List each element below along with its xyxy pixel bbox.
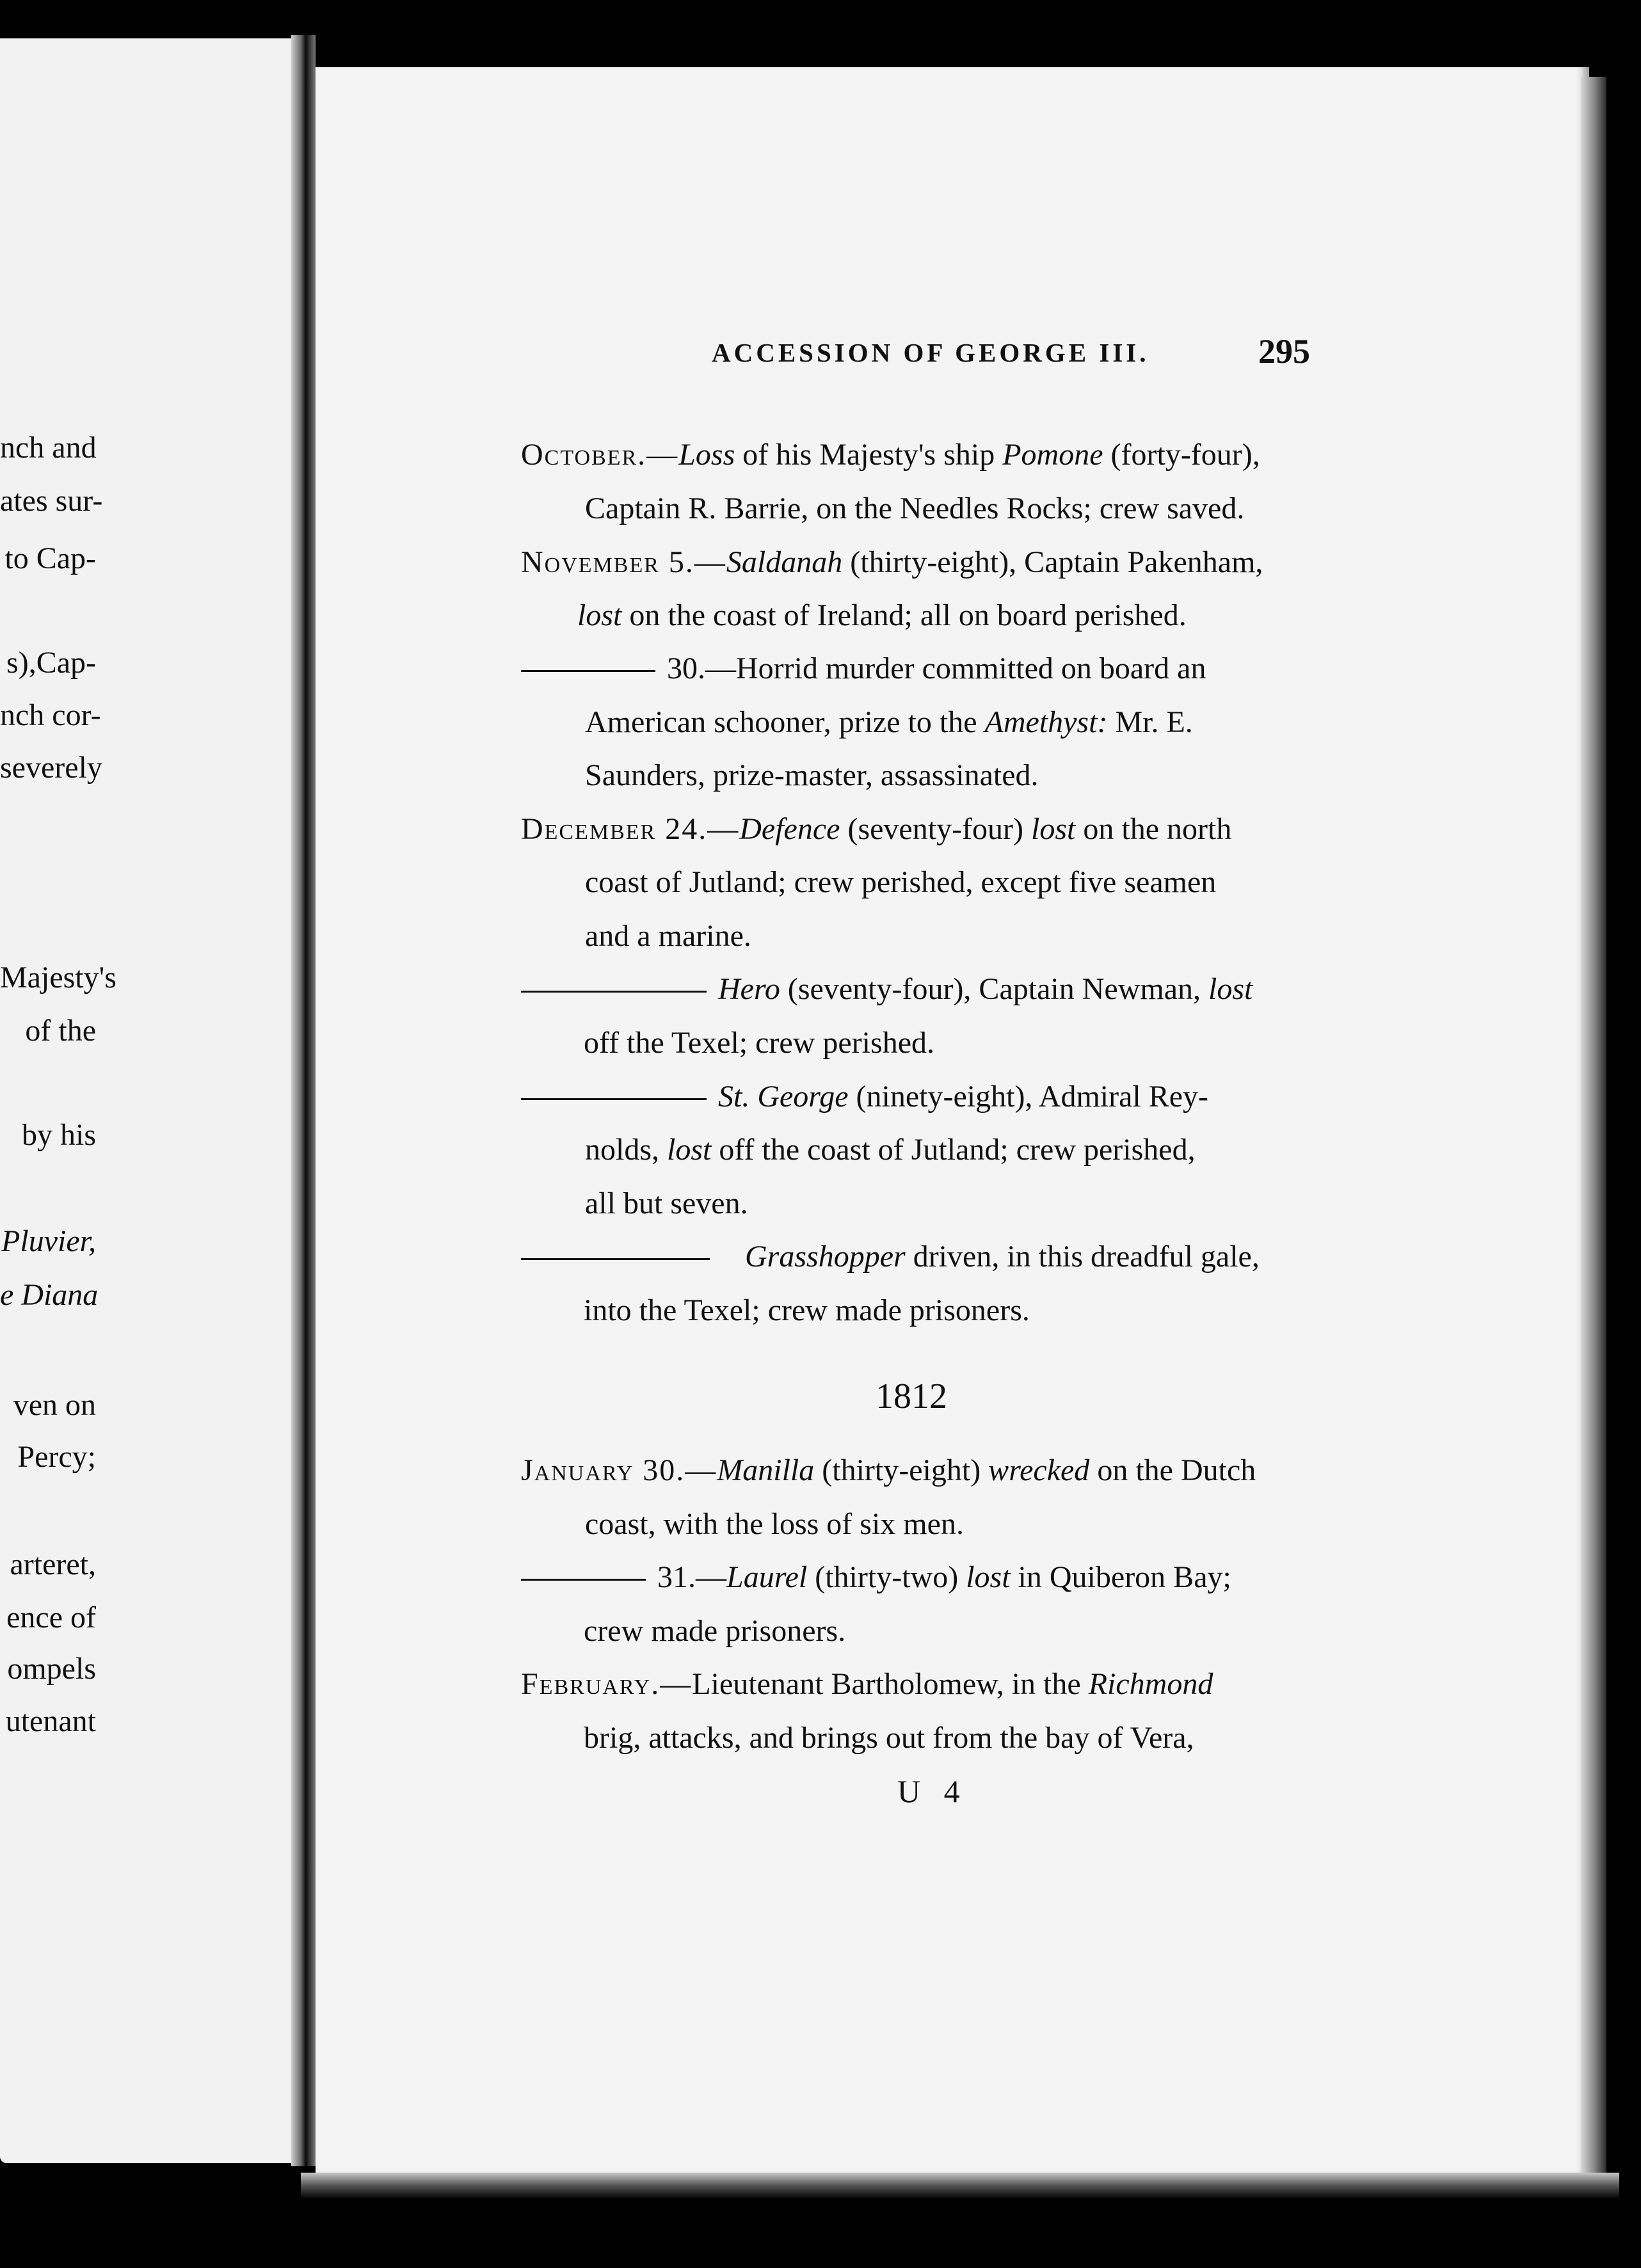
left-page-fragment: e Diana (0, 1278, 99, 1312)
ship-name: St. George (718, 1080, 849, 1114)
left-page-fragment: ence of (6, 1601, 96, 1634)
text: on the north (1075, 812, 1232, 846)
year-heading: 1812 (876, 1377, 947, 1416)
text: of his Majesty's ship (735, 438, 1003, 472)
text: on the Dutch (1089, 1453, 1256, 1487)
text: in Quiberon Bay; (1010, 1560, 1231, 1594)
entry-dec24-line-3: and a marine. (585, 919, 751, 953)
entry-jan30-line-2: coast, with the loss of six men. (585, 1507, 964, 1541)
entry-jan31-line-1 (521, 1560, 1231, 1595)
text: nolds, (585, 1133, 668, 1167)
left-page-fragment: nch and (0, 431, 97, 465)
page-edge (1581, 77, 1606, 2189)
left-page-fragment: Pluvier, (1, 1224, 96, 1258)
text: Mr. E. (1107, 705, 1193, 739)
signature-mark: U 4 (897, 1773, 968, 1809)
text: 31.— (657, 1560, 726, 1594)
ditto-rule (521, 1258, 710, 1260)
entry-stgeorge-line-3: all but seven. (585, 1186, 748, 1220)
ship-name: Amethyst: (984, 705, 1108, 739)
page-number: 295 (1258, 332, 1310, 371)
ship-name: Hero (718, 972, 780, 1006)
entry-date: November 5.— (521, 545, 726, 579)
text: (thirty-eight) (814, 1453, 989, 1487)
italic-text: lost (577, 598, 622, 632)
italic-text: Loss (678, 438, 735, 472)
left-page-fragment: severely (0, 751, 102, 785)
entry-feb-line-1 (521, 1666, 1213, 1702)
left-page-sliver (0, 38, 291, 2163)
text: American schooner, prize to the (585, 705, 985, 739)
entry-hero-line-1 (521, 971, 1253, 1007)
ship-name: Laurel (726, 1560, 808, 1594)
entry-grasshopper-line-2: into the Texel; crew made prisoners. (584, 1293, 1030, 1327)
ditto-rule (521, 991, 707, 993)
text: (seventy-four) (840, 812, 1031, 846)
entry-october-line-1 (521, 437, 1260, 472)
entry-stgeorge-line-1 (521, 1079, 1208, 1114)
left-page-fragment: of the (25, 1014, 96, 1048)
entry-jan30-line-1 (521, 1453, 1256, 1488)
entry-date: December 24.— (521, 812, 740, 846)
entry-nov5-line-2 (577, 598, 1187, 633)
entry-feb-line-2: brig, attacks, and brings out from the bay of Vera, (584, 1721, 1194, 1755)
left-page-fragment: utenant (5, 1704, 96, 1738)
text: 30.—Horrid murder committed on board an (667, 651, 1206, 685)
entry-nov30-line-2 (585, 705, 1193, 740)
entry-date: February.— (521, 1667, 692, 1701)
italic-text: wrecked (988, 1453, 1090, 1487)
italic-text: lost (667, 1133, 712, 1167)
ditto-rule (521, 1579, 646, 1581)
left-page-fragment: nch cor- (0, 698, 101, 732)
left-page-fragment: s),Cap- (6, 646, 96, 680)
left-page-fragment: ven on (13, 1388, 96, 1422)
italic-text: lost (1031, 812, 1076, 846)
text: driven, in this dreadful gale, (905, 1240, 1260, 1274)
entry-date: January 30.— (521, 1453, 717, 1487)
running-header: ACCESSION OF GEORGE III. (712, 338, 1149, 367)
entry-stgeorge-line-2 (585, 1132, 1196, 1167)
entry-date: October.— (521, 438, 679, 472)
left-page-fragment: Percy; (17, 1440, 96, 1474)
text: (thirty-eight), Captain Pakenham, (842, 545, 1263, 579)
ship-name: Richmond (1088, 1667, 1213, 1701)
entry-october-line-2: Captain R. Barrie, on the Needles Rocks; crew saved. (585, 491, 1245, 525)
text: (seventy-four), Captain Newman, (780, 972, 1208, 1006)
entry-nov30-line-3: Saunders, prize-master, assassinated. (585, 758, 1039, 792)
ship-name: Grasshopper (745, 1240, 906, 1274)
ditto-rule (521, 670, 655, 672)
ship-name: Manilla (717, 1453, 815, 1487)
entry-dec24-line-1 (521, 811, 1231, 847)
entry-jan31-line-2: crew made prisoners. (584, 1614, 846, 1648)
text: Lieutenant Bartholomew, in the (692, 1667, 1089, 1701)
left-page-fragment: ates sur- (0, 484, 103, 518)
page-bottom-edge (301, 2173, 1619, 2198)
text: on the coast of Ireland; all on board perished. (621, 598, 1187, 632)
entry-nov5-line-1 (521, 545, 1263, 580)
entry-dec24-line-2: coast of Jutland; crew perished, except five seamen (585, 865, 1217, 899)
text: (forty-four), (1103, 438, 1260, 472)
right-page (316, 67, 1589, 2179)
entry-nov30-line-1 (521, 651, 1206, 686)
entry-hero-line-2: off the Texel; crew perished. (584, 1026, 934, 1060)
left-page-fragment: Majesty's (0, 961, 116, 994)
entry-grasshopper-line-1 (521, 1239, 1260, 1274)
ship-name: Pomone (1002, 438, 1103, 472)
ship-name: Saldanah (726, 545, 843, 579)
italic-text: lost (966, 1560, 1011, 1594)
left-page-fragment: by his (21, 1118, 96, 1152)
ship-name: Defence (739, 812, 840, 846)
ditto-rule (521, 1098, 707, 1100)
left-page-fragment: arteret, (10, 1547, 96, 1581)
left-page-fragment: ompels (7, 1652, 96, 1686)
italic-text: lost (1208, 972, 1253, 1006)
text: (thirty-two) (807, 1560, 966, 1594)
left-page-fragment: to Cap- (4, 541, 96, 575)
text: off the coast of Jutland; crew perished, (711, 1133, 1196, 1167)
text: (ninety-eight), Admiral Rey- (848, 1080, 1209, 1114)
book-gutter (291, 35, 316, 2166)
